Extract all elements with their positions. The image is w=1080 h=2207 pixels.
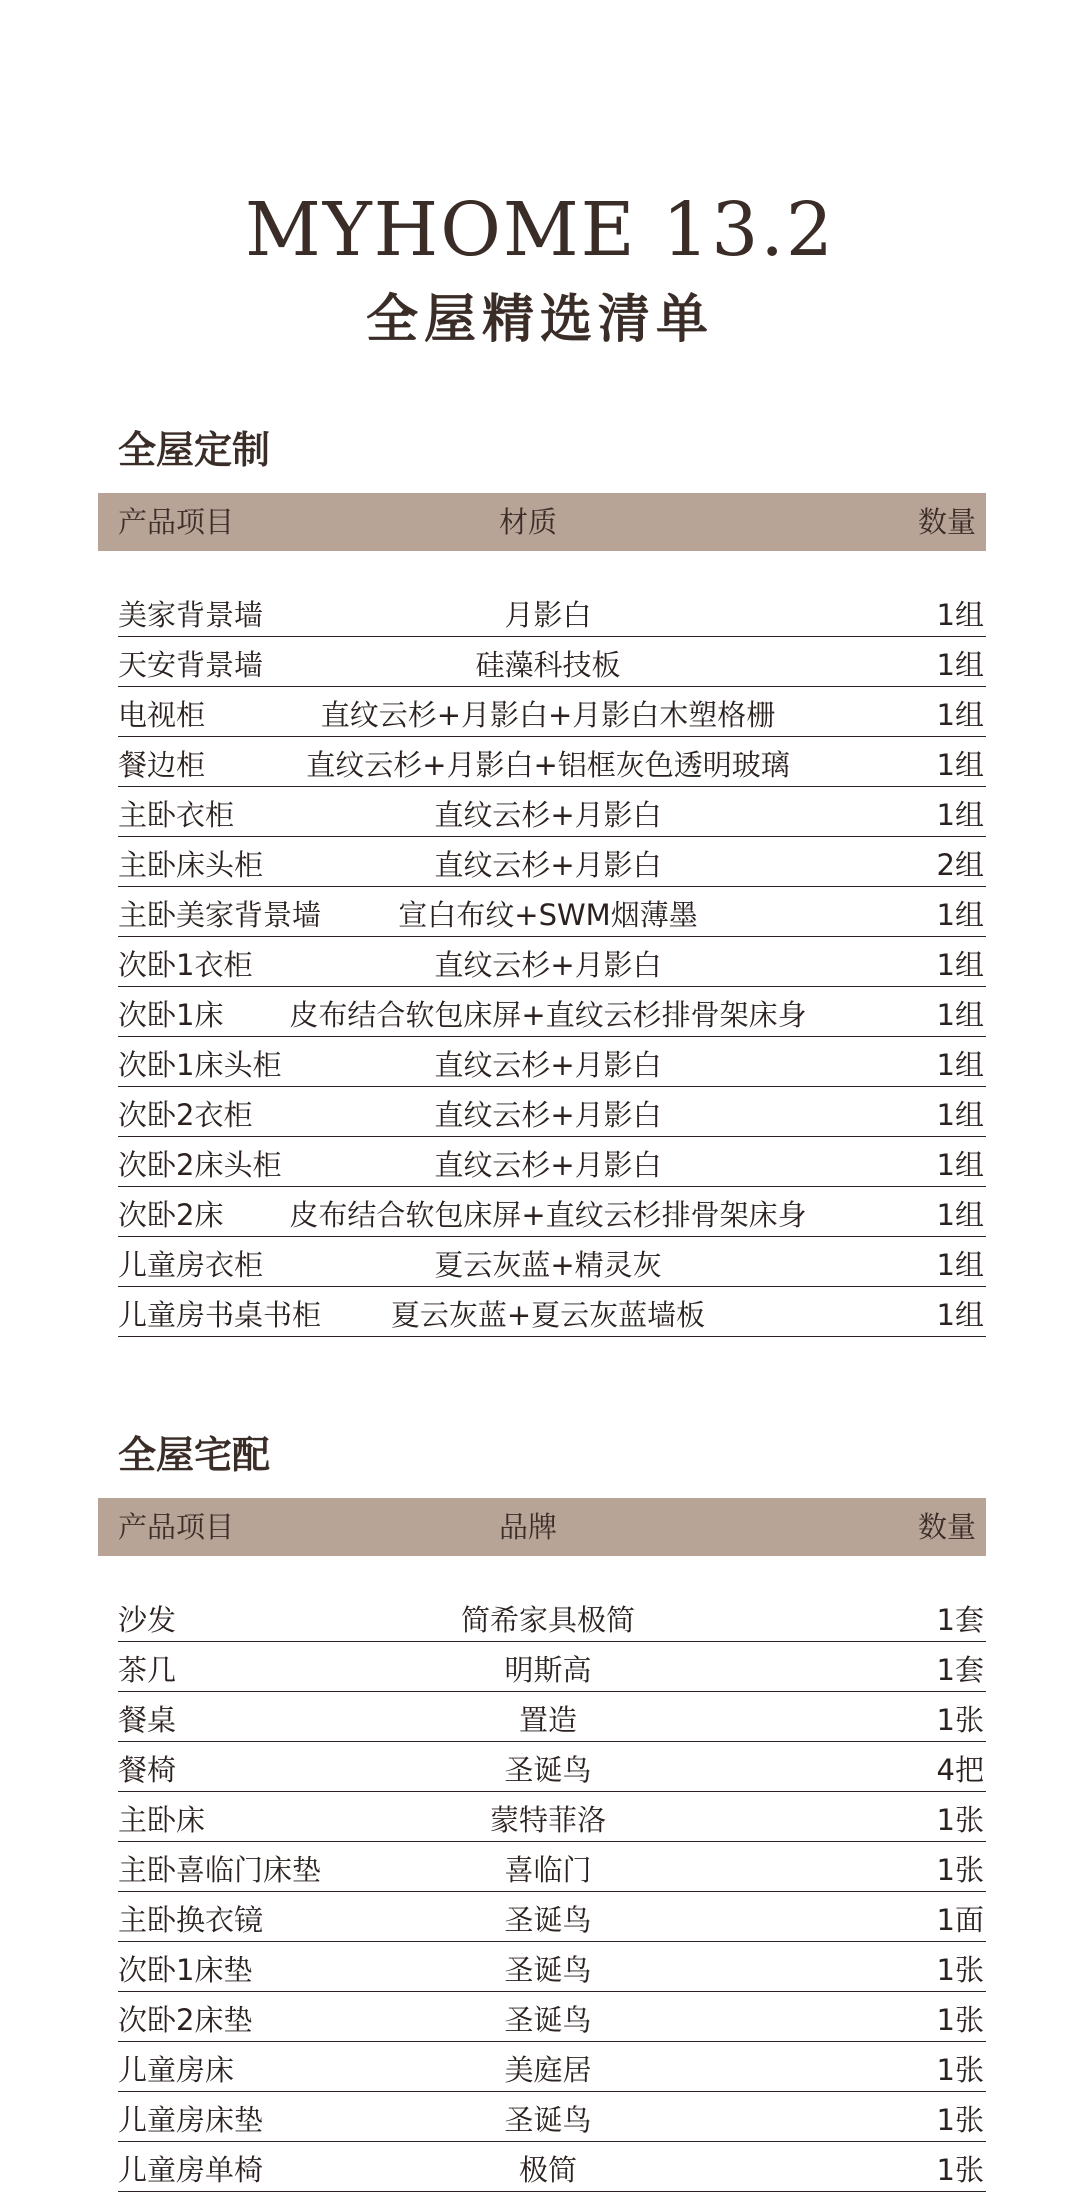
- table-row: [118, 887, 986, 937]
- product-detail: 直纹云杉+月影白: [434, 848, 662, 882]
- table-row: [118, 1187, 986, 1237]
- header-brand: 品牌: [498, 1510, 557, 1544]
- table-row: [118, 1137, 986, 1187]
- product-detail: 喜临门: [504, 1853, 592, 1887]
- product-detail: 圣诞鸟: [504, 1903, 592, 1937]
- table-row: [118, 2142, 986, 2192]
- table-row: [118, 787, 986, 837]
- product-quantity: 1组: [936, 698, 984, 732]
- product-detail: 皮布结合软包床屏+直纹云杉排骨架床身: [289, 998, 807, 1032]
- header-quantity: 数量: [917, 505, 976, 539]
- product-name: 沙发: [118, 1603, 177, 1637]
- product-quantity: 1组: [936, 1248, 984, 1282]
- table-header: [98, 493, 986, 551]
- product-detail: 皮布结合软包床屏+直纹云杉排骨架床身: [289, 1198, 807, 1232]
- product-name: 儿童房床垫: [118, 2103, 264, 2137]
- product-name: 主卧床头柜: [118, 848, 264, 882]
- product-name: 儿童房床: [118, 2053, 235, 2087]
- product-quantity: 1套: [936, 1653, 984, 1687]
- table-row: [118, 1592, 986, 1642]
- product-name: 天安背景墙: [118, 648, 264, 682]
- product-quantity: 1张: [936, 1853, 984, 1887]
- product-quantity: 1组: [936, 1048, 984, 1082]
- product-quantity: 1张: [936, 2153, 984, 2187]
- product-quantity: 1面: [936, 1903, 984, 1937]
- table-row: [118, 1942, 986, 1992]
- product-name: 餐桌: [118, 1703, 177, 1737]
- product-name: 儿童房衣柜: [118, 1248, 264, 1282]
- table-row: [118, 1237, 986, 1287]
- product-detail: 极简: [518, 2153, 577, 2187]
- table-row: [118, 687, 986, 737]
- table-row: [118, 737, 986, 787]
- product-quantity: 1张: [936, 1703, 984, 1737]
- header-quantity: 数量: [917, 1510, 976, 1544]
- product-quantity: 1张: [936, 2103, 984, 2137]
- table-row: [118, 2042, 986, 2092]
- product-name: 茶几: [118, 1653, 177, 1687]
- product-name: 儿童房书桌书柜: [118, 1298, 322, 1332]
- product-detail: 简希家具极简: [460, 1603, 635, 1637]
- page-subtitle: 全屋精选清单: [365, 289, 714, 350]
- product-name: 次卧2衣柜: [118, 1098, 253, 1132]
- product-quantity: 1组: [936, 648, 984, 682]
- product-quantity: 1组: [936, 948, 984, 982]
- product-name: 次卧1床: [118, 998, 224, 1032]
- table-row: [118, 2092, 986, 2142]
- product-detail: 明斯高: [504, 1653, 592, 1687]
- table-row: [118, 937, 986, 987]
- page-title: MYHOME 13.2: [245, 187, 835, 273]
- product-name: 主卧喜临门床垫: [118, 1853, 322, 1887]
- table-row: [118, 1037, 986, 1087]
- product-quantity: 1张: [936, 2053, 984, 2087]
- table-body: [118, 587, 986, 1337]
- product-name: 次卧1床头柜: [118, 1048, 282, 1082]
- header-product: 产品项目: [118, 505, 235, 539]
- table-row: [118, 1892, 986, 1942]
- product-quantity: 1张: [936, 2003, 984, 2037]
- product-detail: 直纹云杉+月影白+月影白木塑格栅: [320, 698, 776, 732]
- header-product: 产品项目: [118, 1510, 235, 1544]
- table-row: [118, 1087, 986, 1137]
- table-row: [118, 837, 986, 887]
- product-name: 餐椅: [118, 1753, 177, 1787]
- table-row: [118, 987, 986, 1037]
- product-detail: 直纹云杉+月影白: [434, 1048, 662, 1082]
- product-name: 儿童房单椅: [118, 2153, 264, 2187]
- product-detail: 置造: [518, 1703, 577, 1737]
- product-name: 次卧2床垫: [118, 2003, 253, 2037]
- product-detail: 圣诞鸟: [504, 1753, 592, 1787]
- product-detail: 蒙特菲洛: [489, 1803, 606, 1837]
- product-detail: 夏云灰蓝+夏云灰蓝墙板: [390, 1298, 706, 1332]
- table-header: [98, 1498, 986, 1556]
- table-body: [118, 1592, 986, 2192]
- product-name: 主卧衣柜: [118, 798, 235, 832]
- product-detail: 直纹云杉+月影白: [434, 1148, 662, 1182]
- table-row: [118, 587, 986, 637]
- product-quantity: 1组: [936, 748, 984, 782]
- product-name: 次卧1床垫: [118, 1953, 253, 1987]
- product-detail: 月影白: [504, 598, 592, 632]
- section-title: 全屋宅配: [118, 1432, 271, 1477]
- product-quantity: 1组: [936, 1098, 984, 1132]
- table-row: [118, 1642, 986, 1692]
- product-detail: 圣诞鸟: [504, 1953, 592, 1987]
- product-name: 主卧床: [118, 1803, 206, 1837]
- product-quantity: 1组: [936, 598, 984, 632]
- table-row: [118, 1992, 986, 2042]
- table-row: [118, 1742, 986, 1792]
- product-name: 次卧1衣柜: [118, 948, 253, 982]
- table-row: [118, 1692, 986, 1742]
- product-name: 主卧美家背景墙: [118, 898, 322, 932]
- product-name: 餐边柜: [118, 748, 206, 782]
- table-row: [118, 1287, 986, 1337]
- product-detail: 圣诞鸟: [504, 2003, 592, 2037]
- product-quantity: 2组: [936, 848, 984, 882]
- product-detail: 直纹云杉+月影白: [434, 1098, 662, 1132]
- product-detail: 直纹云杉+月影白+铝框灰色透明玻璃: [306, 748, 790, 782]
- product-name: 主卧换衣镜: [118, 1903, 264, 1937]
- product-quantity: 1套: [936, 1603, 984, 1637]
- product-detail: 圣诞鸟: [504, 2103, 592, 2137]
- product-detail: 美庭居: [504, 2053, 592, 2087]
- product-name: 电视柜: [118, 698, 206, 732]
- product-quantity: 1组: [936, 998, 984, 1032]
- product-quantity: 1组: [936, 798, 984, 832]
- product-detail: 硅藻科技板: [475, 648, 621, 682]
- product-quantity: 1组: [936, 1148, 984, 1182]
- product-detail: 直纹云杉+月影白: [434, 798, 662, 832]
- product-quantity: 1张: [936, 1953, 984, 1987]
- product-quantity: 4把: [936, 1753, 984, 1787]
- product-detail: 直纹云杉+月影白: [434, 948, 662, 982]
- product-detail: 夏云灰蓝+精灵灰: [434, 1248, 662, 1282]
- product-name: 次卧2床头柜: [118, 1148, 282, 1182]
- product-quantity: 1张: [936, 1803, 984, 1837]
- section-title: 全屋定制: [118, 427, 271, 472]
- table-row: [118, 1842, 986, 1892]
- product-detail: 宣白布纹+SWM烟薄墨: [398, 898, 698, 932]
- table-row: [118, 637, 986, 687]
- table-row: [118, 1792, 986, 1842]
- product-name: 次卧2床: [118, 1198, 224, 1232]
- product-quantity: 1组: [936, 1198, 984, 1232]
- product-quantity: 1组: [936, 898, 984, 932]
- product-quantity: 1组: [936, 1298, 984, 1332]
- header-material: 材质: [498, 505, 557, 539]
- product-name: 美家背景墙: [118, 598, 264, 632]
